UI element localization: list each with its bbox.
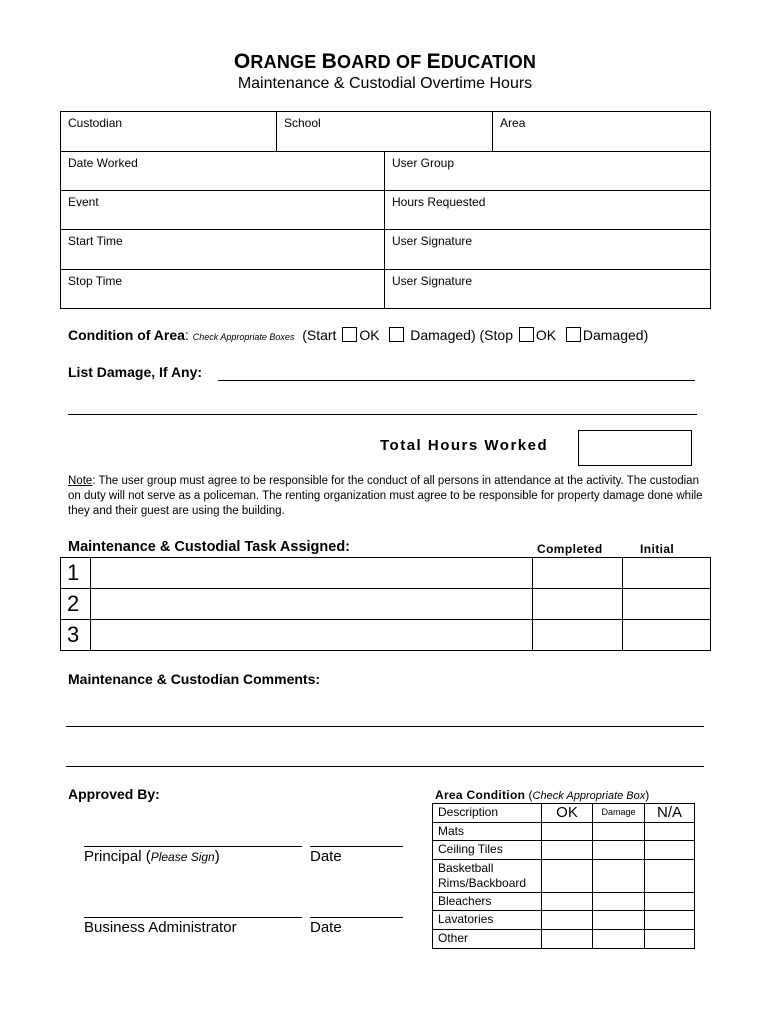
stop-ok-checkbox[interactable] [519,327,534,342]
comments-heading: Maintenance & Custodian Comments: [68,671,321,687]
user-group-field[interactable]: User Group [385,152,711,191]
col-damage-header: Damage [593,804,645,823]
area-item-label: Lavatories [433,911,542,930]
note-paragraph: Note: The user group must agree to be responsible for the conduct of all persons in attendance at the activity. The custodian on duty will not serve as a policeman. The renting organization must agree to be responsible for property damage done while they and their guest are using the building. [68,475,703,517]
area-condition-table [432,803,695,949]
area-item-label: Basketball Rims/Backboard [433,860,542,893]
na-cell[interactable] [645,823,695,841]
task-row [61,589,711,620]
task-completed-field[interactable] [533,620,623,651]
start-ok-checkbox[interactable] [342,327,357,342]
task-completed-field[interactable] [533,589,623,620]
comments-line-1[interactable] [66,726,704,727]
ok-cell[interactable] [542,893,593,911]
start-damaged-checkbox[interactable] [389,327,404,342]
comments-line-2[interactable] [66,766,704,767]
task-row [61,558,711,589]
damage-cell[interactable] [593,930,645,949]
task-row [61,620,711,651]
task-number: 2 [61,589,91,620]
area-condition-heading: Area Condition (Check Appropriate Box) [435,788,650,802]
col-na-header: N/A [645,804,695,823]
task-description-field[interactable] [91,558,533,589]
table-row [433,930,695,949]
task-description-field[interactable] [91,620,533,651]
damage-cell[interactable] [593,860,645,893]
tasks-table [60,557,711,651]
damage-cell[interactable] [593,911,645,930]
principal-date-label: Date [310,848,342,865]
table-row [433,911,695,930]
admin-signature-line[interactable] [84,917,302,918]
damage-cell[interactable] [593,823,645,841]
initial-header: Initial [640,542,675,556]
total-hours-label: Total Hours Worked [380,437,549,454]
ok-cell[interactable] [542,823,593,841]
ok-cell[interactable] [542,841,593,860]
stop-time-field[interactable]: Stop Time [61,270,385,309]
damage-line-2[interactable] [68,414,697,415]
task-initial-field[interactable] [623,620,711,651]
approved-by-heading: Approved By: [68,786,160,802]
condition-of-area: Condition of Area: Check Appropriate Boxes (Start OK Damaged) (Stop OK Damaged) [68,327,649,343]
total-hours-box[interactable] [578,430,692,466]
na-cell[interactable] [645,860,695,893]
na-cell[interactable] [645,930,695,949]
col-description-header: Description [433,804,542,823]
task-initial-field[interactable] [623,558,711,589]
area-item-label: Bleachers [433,893,542,911]
area-item-label: Mats [433,823,542,841]
admin-date-line[interactable] [310,917,403,918]
start-time-field[interactable]: Start Time [61,230,385,270]
custodian-field[interactable]: Custodian [61,112,277,152]
list-damage-label: List Damage, If Any: [68,364,203,380]
info-table [60,111,711,309]
user-signature-field-2[interactable]: User Signature [385,270,711,309]
tasks-heading: Maintenance & Custodial Task Assigned: [68,539,350,555]
principal-date-line[interactable] [310,846,403,847]
form-subtitle: Maintenance & Custodial Overtime Hours [237,75,533,92]
table-row [433,893,695,911]
hours-requested-field[interactable]: Hours Requested [385,191,711,230]
area-item-label: Other [433,930,542,949]
ok-cell[interactable] [542,911,593,930]
stop-damaged-checkbox[interactable] [566,327,581,342]
col-ok-header: OK [542,804,593,823]
damage-cell[interactable] [593,841,645,860]
user-signature-field-1[interactable]: User Signature [385,230,711,270]
table-row [433,823,695,841]
na-cell[interactable] [645,841,695,860]
area-field[interactable]: Area [493,112,711,152]
table-row [433,860,695,893]
principal-label: Principal (Please Sign) [84,848,220,865]
business-admin-label: Business Administrator [84,919,237,936]
task-completed-field[interactable] [533,558,623,589]
task-number: 1 [61,558,91,589]
date-worked-field[interactable]: Date Worked [61,152,385,191]
principal-signature-line[interactable] [84,846,302,847]
damage-line-1[interactable] [218,380,695,381]
area-item-label: Ceiling Tiles [433,841,542,860]
admin-date-label: Date [310,919,342,936]
ok-cell[interactable] [542,930,593,949]
event-field[interactable]: Event [61,191,385,230]
table-row [433,841,695,860]
completed-header: Completed [537,542,603,556]
damage-cell[interactable] [593,893,645,911]
form-title: ORANGE BOARD OF EDUCATION [233,50,537,73]
task-description-field[interactable] [91,589,533,620]
school-field[interactable]: School [277,112,493,152]
na-cell[interactable] [645,893,695,911]
ok-cell[interactable] [542,860,593,893]
task-number: 3 [61,620,91,651]
task-initial-field[interactable] [623,589,711,620]
na-cell[interactable] [645,911,695,930]
